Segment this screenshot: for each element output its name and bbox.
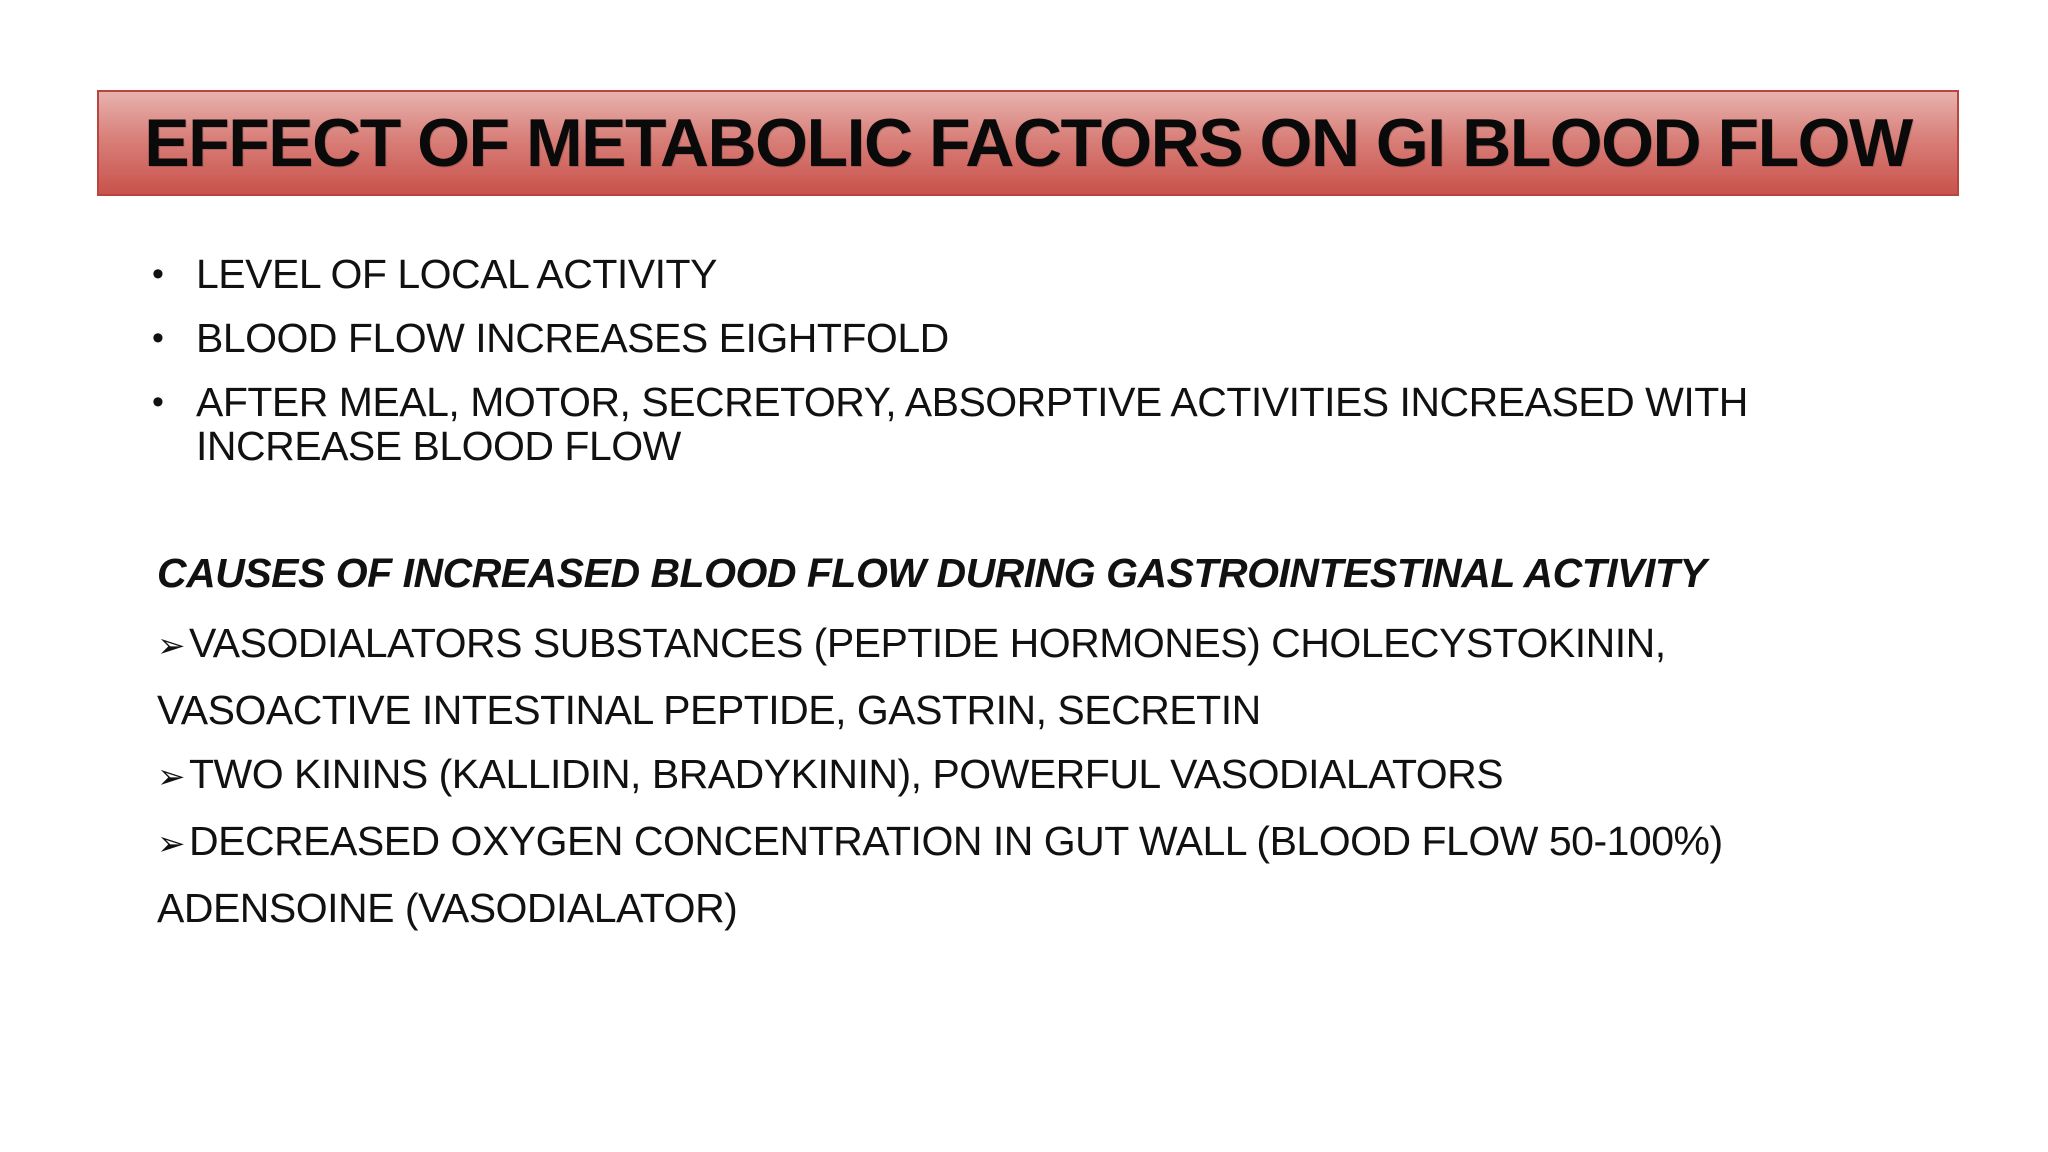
arrow-bullet-icon: ➢	[157, 758, 185, 796]
arrow-bullet-icon: ➢	[157, 825, 185, 863]
title-banner	[97, 90, 1959, 196]
causes-line-text: TWO KININS (KALLIDIN, BRADYKININ), POWERFUL VASODIALATORS	[189, 751, 1504, 797]
causes-line	[157, 678, 1937, 742]
bullet-marker: •	[152, 255, 164, 293]
bullet-marker: •	[152, 383, 164, 421]
arrow-bullet-icon: ➢	[157, 627, 185, 665]
bullet-text: LEVEL OF LOCAL ACTIVITY	[196, 251, 717, 297]
causes-line-text: DECREASED OXYGEN CONCENTRATION IN GUT WALL (BLOOD FLOW 50-100%)	[189, 818, 1723, 864]
bullet-list	[150, 252, 1850, 488]
bullet-item	[150, 316, 1850, 360]
causes-section	[157, 545, 1937, 940]
bullet-item	[150, 380, 1850, 468]
causes-heading: CAUSES OF INCREASED BLOOD FLOW DURING GASTROINTESTINAL ACTIVITY	[157, 550, 1707, 596]
causes-line	[157, 611, 1937, 678]
causes-line	[157, 742, 1937, 809]
causes-line	[157, 876, 1937, 940]
causes-line	[157, 809, 1937, 876]
causes-line-text: VASOACTIVE INTESTINAL PEPTIDE, GASTRIN, SECRETIN	[157, 687, 1261, 733]
bullet-text: AFTER MEAL, MOTOR, SECRETORY, ABSORPTIVE ACTIVITIES INCREASED WITH INCREASE BLOOD FLOW	[196, 379, 1748, 469]
bullet-item	[150, 252, 1850, 296]
bullet-text: BLOOD FLOW INCREASES EIGHTFOLD	[196, 315, 949, 361]
slide-title: EFFECT OF METABOLIC FACTORS ON GI BLOOD FLOW	[144, 105, 1912, 181]
bullet-marker: •	[152, 319, 164, 357]
causes-line-text: VASODIALATORS SUBSTANCES (PEPTIDE HORMONES) CHOLECYSTOKININ,	[189, 620, 1666, 666]
causes-line-text: ADENSOINE (VASODIALATOR)	[157, 885, 738, 931]
